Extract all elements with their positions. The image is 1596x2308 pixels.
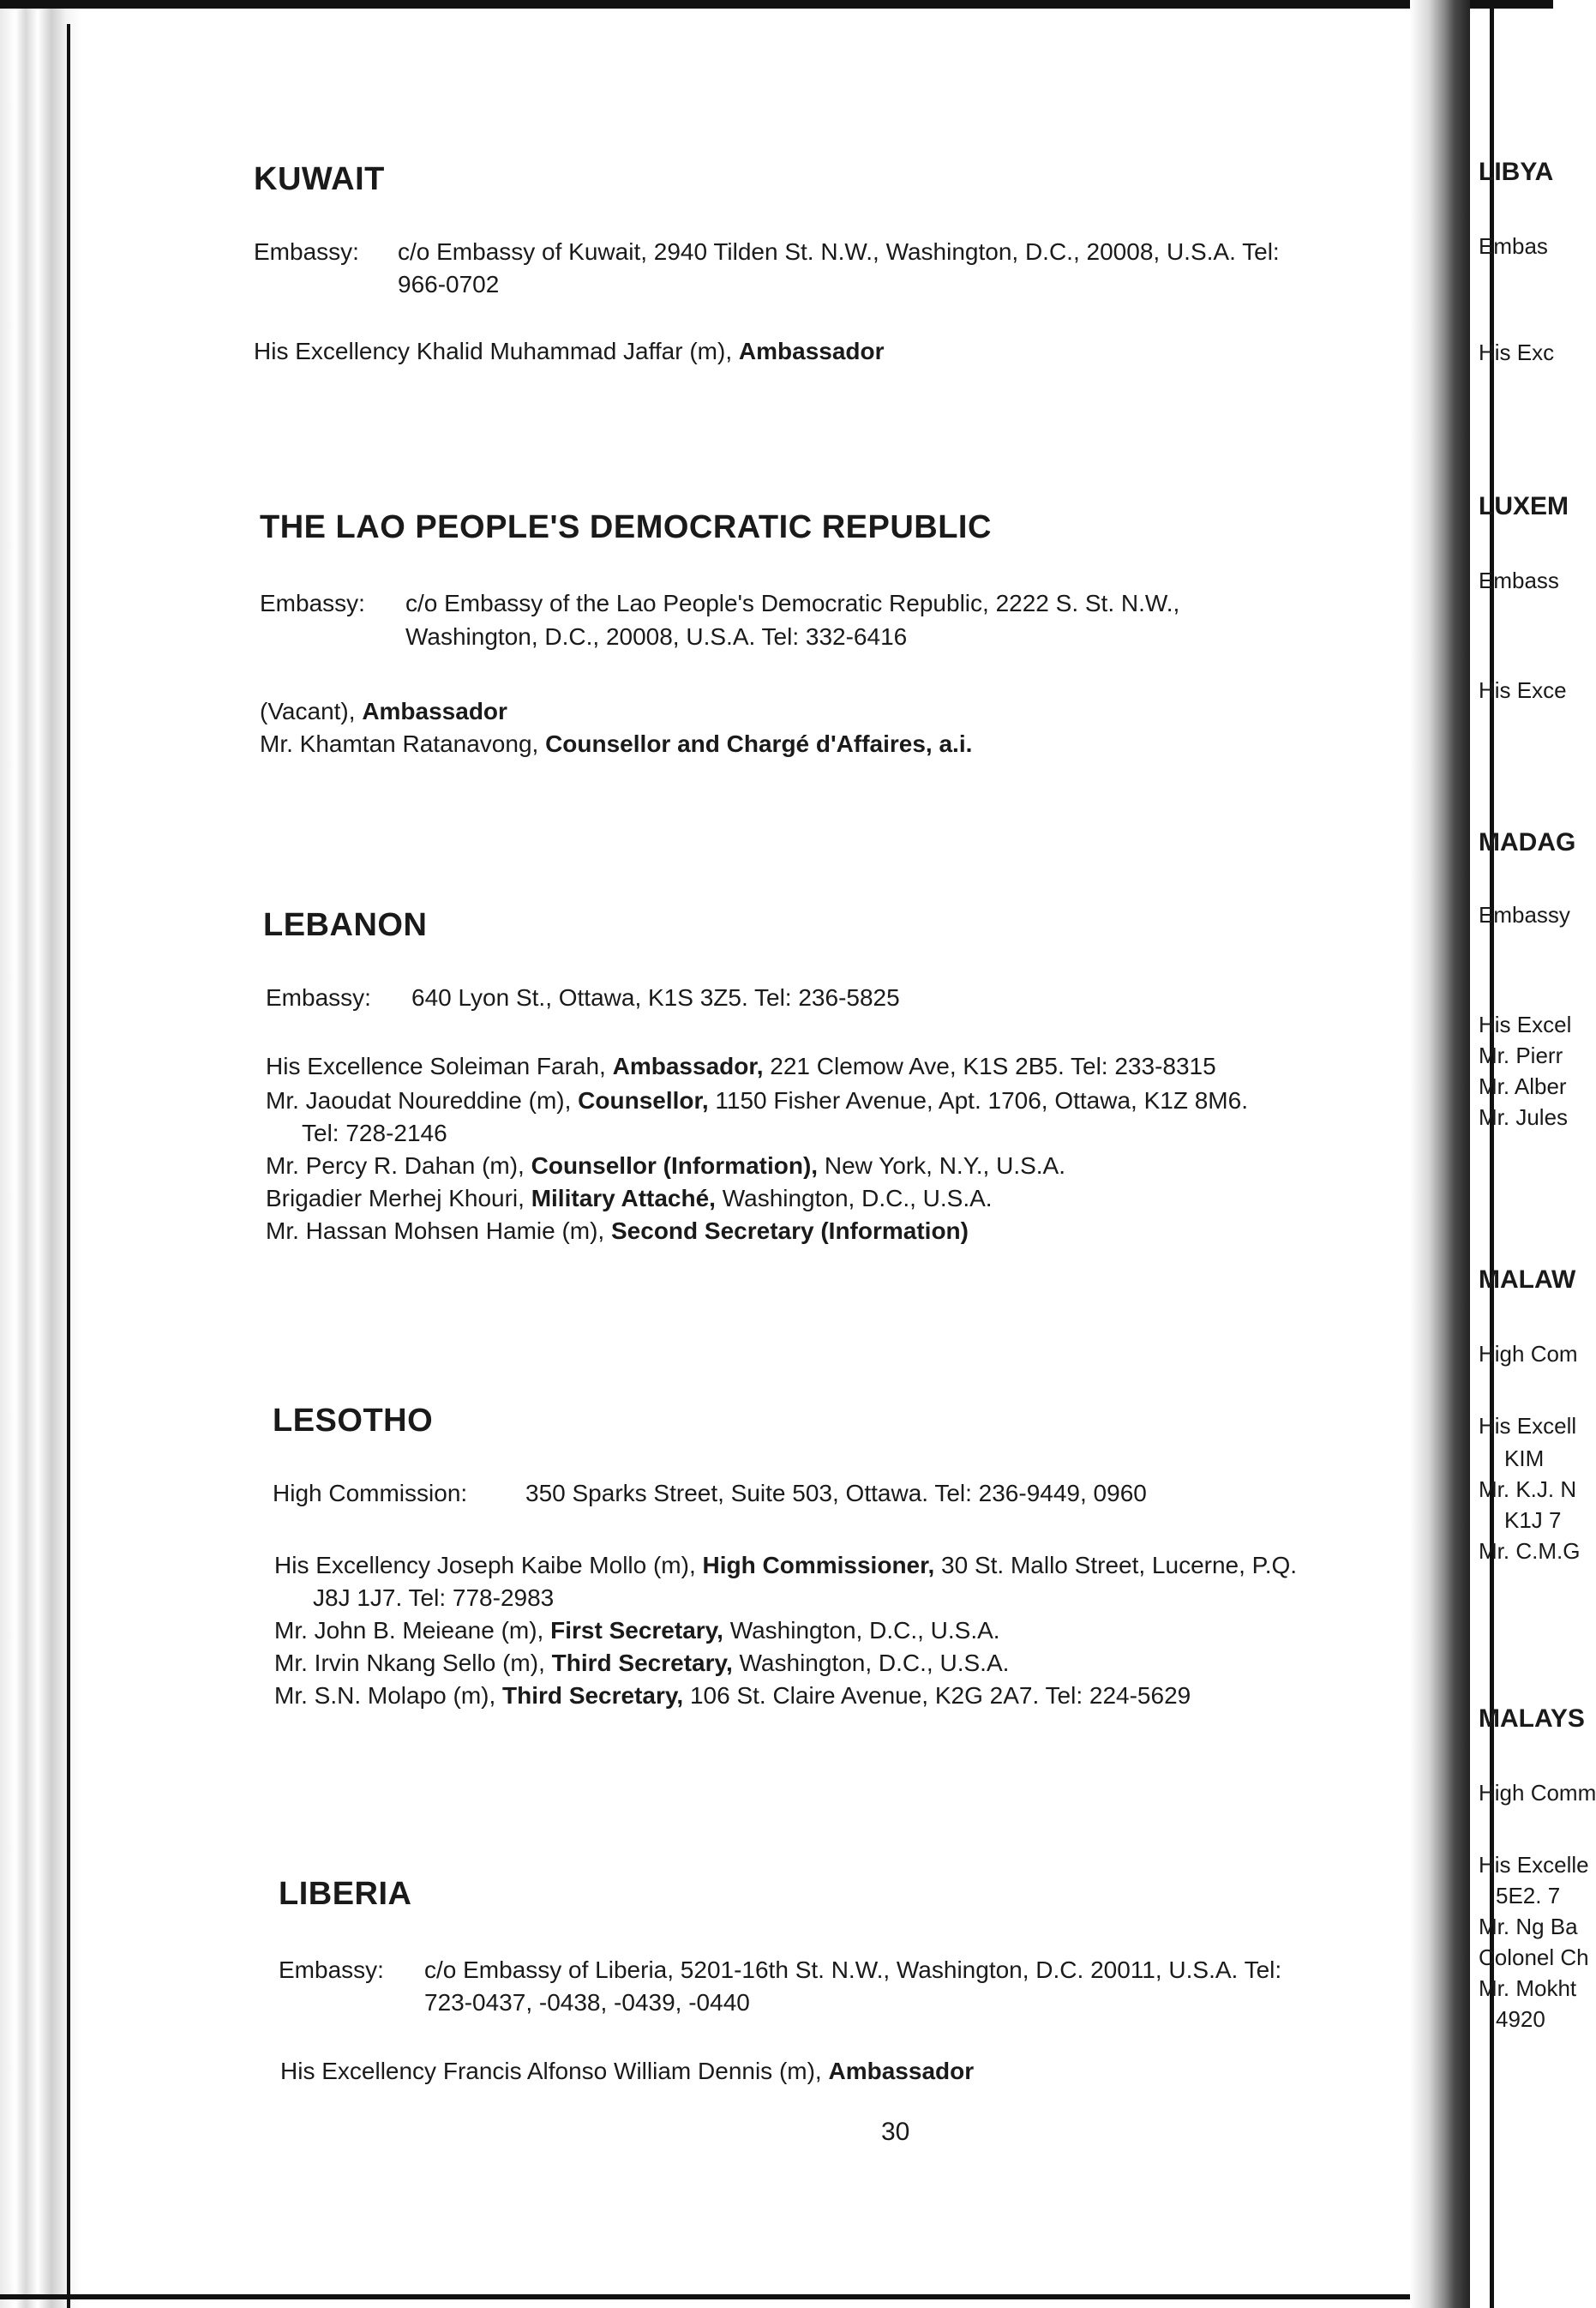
fragment-text: His Exce (1479, 677, 1567, 703)
fragment-text: K1J 7 (1504, 1507, 1562, 1533)
staff-name: Mr. Irvin Nkang Sello (m), (274, 1650, 545, 1676)
country-heading: LEBANON (263, 907, 428, 943)
staff-title: Counsellor (Information), (531, 1152, 819, 1179)
country-heading: LESOTHO (273, 1403, 434, 1439)
fragment-text: Mr. Pierr (1479, 1043, 1563, 1068)
staff-entry (260, 696, 507, 727)
embassy-address-continued: 723-0437, -0438, -0439, -0440 (424, 1989, 750, 2016)
fragment-text: Colonel Ch (1479, 1944, 1589, 1970)
staff-entry (254, 336, 885, 367)
fragment-text: High Comm (1479, 1780, 1596, 1806)
fragment-text: Mr. K.J. N (1479, 1476, 1577, 1502)
staff-entry (266, 1151, 1065, 1181)
staff-entry (280, 2056, 974, 2087)
staff-name: (Vacant), (260, 698, 356, 724)
staff-name: His Excellency Francis Alfonso William Dennis (m), (280, 2058, 822, 2084)
fragment-text: Mr. Alber (1479, 1073, 1567, 1099)
embassy-label: High Commission: (273, 1480, 468, 1506)
staff-entry (274, 1550, 1297, 1581)
fragment-text: Embass (1479, 568, 1559, 593)
fragment-heading: MALAW (1479, 1265, 1576, 1294)
staff-title: Ambassador (828, 2058, 975, 2084)
staff-entry (266, 1183, 993, 1214)
embassy-label: Embassy: (260, 590, 365, 616)
fragment-heading: LUXEM (1479, 492, 1569, 520)
staff-name: Mr. John B. Meieane (m), (274, 1617, 544, 1644)
fragment-text: Mr. Mokht (1479, 1975, 1577, 2001)
staff-detail: 106 St. Claire Avenue, K2G 2A7. Tel: 224-5629 (689, 1682, 1191, 1709)
fragment-heading: LIBYA (1479, 158, 1554, 186)
staff-detail: Washington, D.C., U.S.A. (729, 1617, 1000, 1644)
fragment-text: KIM (1504, 1446, 1545, 1471)
staff-detail: Washington, D.C., U.S.A. (739, 1650, 1010, 1676)
right-page-fragment (1470, 0, 1596, 2308)
staff-name: Mr. Jaoudat Noureddine (m), (266, 1087, 572, 1114)
country-heading: KUWAIT (254, 161, 385, 197)
staff-title: First Secretary, (550, 1617, 723, 1644)
fragment-text: His Excelle (1479, 1852, 1589, 1878)
embassy-address (260, 588, 1179, 619)
staff-detail-continued: Tel: 728-2146 (302, 1120, 447, 1146)
embassy-address-text: 640 Lyon St., Ottawa, K1S 3Z5. Tel: 236-5825 (411, 984, 900, 1011)
book-gutter (1410, 0, 1470, 2308)
fragment-text: His Exc (1479, 340, 1555, 365)
staff-detail: New York, N.Y., U.S.A. (824, 1152, 1066, 1179)
fragment-text: 4920 (1496, 2006, 1545, 2032)
fragment-text: 5E2. 7 (1496, 1883, 1561, 1908)
country-heading: LIBERIA (279, 1876, 412, 1912)
staff-title: Counsellor and Chargé d'Affaires, a.i. (545, 730, 973, 757)
staff-entry (274, 1615, 1000, 1646)
fragment-text: Embas (1479, 233, 1548, 259)
embassy-label: Embassy: (266, 984, 371, 1011)
staff-name: His Excellence Soleiman Farah, (266, 1053, 606, 1079)
staff-title: Counsellor, (578, 1087, 709, 1114)
fragment-text: His Excell (1479, 1413, 1577, 1439)
staff-detail: 221 Clemow Ave, K1S 2B5. Tel: 233-8315 (770, 1053, 1216, 1079)
fragment-text: Mr. Ng Ba (1479, 1914, 1578, 1939)
staff-entry (260, 729, 972, 760)
staff-detail: 1150 Fisher Avenue, Apt. 1706, Ottawa, K1Z 8M6. (715, 1087, 1248, 1114)
staff-name: Mr. S.N. Molapo (m), (274, 1682, 496, 1709)
embassy-address-text: c/o Embassy of Kuwait, 2940 Tilden St. N.W., Washington, D.C., 20008, U.S.A. Tel: (398, 238, 1280, 265)
fragment-text: His Excel (1479, 1012, 1572, 1037)
embassy-address-text: c/o Embassy of the Lao People's Democratic Republic, 2222 S. St. N.W., (405, 590, 1180, 616)
staff-entry (274, 1648, 1009, 1679)
fragment-text: Mr. Jules (1479, 1104, 1569, 1130)
staff-title: Ambassador, (612, 1053, 764, 1079)
embassy-label: Embassy: (279, 1956, 384, 1983)
embassy-address (273, 1478, 1147, 1509)
staff-title: Third Secretary, (502, 1682, 684, 1709)
staff-title: Ambassador (738, 338, 885, 364)
staff-name: His Excellency Khalid Muhammad Jaffar (m), (254, 338, 733, 364)
staff-name: Brigadier Merhej Khouri, (266, 1185, 525, 1211)
staff-name: His Excellency Joseph Kaibe Mollo (m), (274, 1552, 696, 1578)
staff-detail: 30 St. Mallo Street, Lucerne, P.Q. (941, 1552, 1298, 1578)
staff-title: Second Secretary (Information) (611, 1217, 969, 1244)
embassy-label: Embassy: (254, 238, 359, 265)
fragment-text: Mr. C.M.G (1479, 1538, 1581, 1564)
staff-title: High Commissioner, (702, 1552, 935, 1578)
page-number: 30 (881, 2118, 910, 2146)
fragment-text: High Com (1479, 1341, 1578, 1367)
embassy-address (254, 237, 1280, 267)
staff-name: Mr. Khamtan Ratanavong, (260, 730, 539, 757)
embassy-address-text: c/o Embassy of Liberia, 5201-16th St. N.W., Washington, D.C. 20011, U.S.A. Tel: (424, 1956, 1282, 1983)
staff-name: Mr. Hassan Mohsen Hamie (m), (266, 1217, 605, 1244)
embassy-address-text: 350 Sparks Street, Suite 503, Ottawa. Tel: 236-9449, 0960 (525, 1480, 1147, 1506)
staff-entry (266, 1051, 1216, 1082)
staff-detail: Washington, D.C., U.S.A. (722, 1185, 993, 1211)
staff-title: Third Secretary, (551, 1650, 733, 1676)
country-heading: THE LAO PEOPLE'S DEMOCRATIC REPUBLIC (260, 509, 992, 545)
staff-detail-continued: J8J 1J7. Tel: 778-2983 (313, 1584, 555, 1611)
embassy-address-continued: 966-0702 (398, 271, 500, 298)
fragment-text: Embassy (1479, 902, 1570, 928)
staff-name: Mr. Percy R. Dahan (m), (266, 1152, 525, 1179)
staff-entry (266, 1216, 969, 1247)
fragment-heading: MALAYS (1479, 1704, 1585, 1733)
embassy-address (266, 983, 900, 1013)
staff-entry (274, 1680, 1191, 1711)
embassy-address (279, 1955, 1281, 1986)
staff-title: Ambassador (362, 698, 507, 724)
staff-entry (266, 1085, 1248, 1116)
embassy-address-continued: Washington, D.C., 20008, U.S.A. Tel: 332-6416 (405, 623, 908, 650)
fragment-heading: MADAG (1479, 828, 1576, 856)
staff-title: Military Attaché, (531, 1185, 716, 1211)
